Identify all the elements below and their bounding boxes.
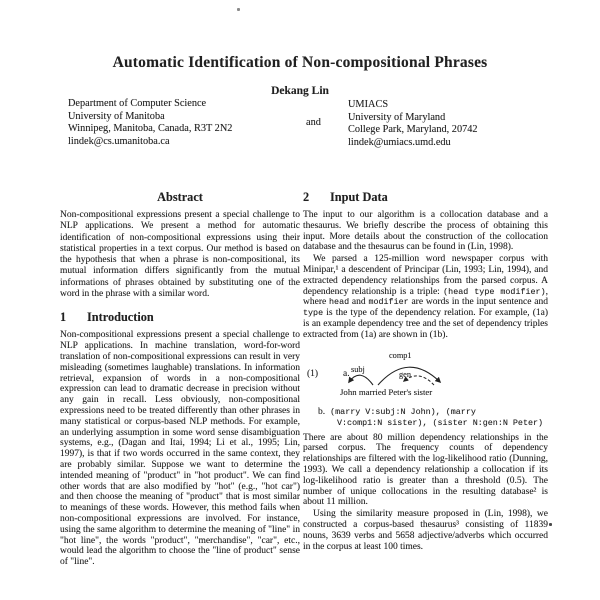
scan-artifact-dot — [237, 8, 240, 11]
section-1-number: 1 — [60, 310, 67, 325]
affiliation-right-email: lindek@umiacs.umd.edu — [348, 136, 451, 148]
section-2-title: Input Data — [330, 190, 388, 204]
affiliation-right-line: University of Maryland — [348, 111, 446, 123]
triple-notation: (head type modifier) — [443, 286, 546, 297]
left-column — [60, 190, 300, 568]
affiliation-right — [348, 99, 478, 149]
triple-notation: head — [329, 297, 350, 308]
paper-title: Automatic Identification of Non-compositional Phrases — [112, 54, 488, 71]
affiliation-right-line: College Park, Maryland, 20742 — [348, 124, 478, 136]
example-1b-label: b. — [318, 406, 326, 417]
dependency-tree-figure — [303, 345, 548, 405]
dependency-triples-line: V:comp1:N sister), (sister N:gen:N Peter) — [337, 418, 544, 429]
triple-notation: modifier — [368, 297, 409, 308]
affiliation-right-line: UMIACS — [348, 99, 389, 110]
abstract-heading: Abstract — [157, 190, 203, 204]
dependency-triples-line: (marry V:subj:N John), (marry — [330, 406, 476, 417]
section-1-heading — [60, 310, 300, 325]
section-2-heading — [303, 190, 548, 205]
example-1-label: (1) — [307, 368, 319, 379]
section-2-paragraph-2 — [303, 254, 548, 340]
section-2-paragraph-4: Using the similarity measure proposed in (Lin, 1998), we constructed a corpus-based thesaurus³ consisting of 11839 nouns, 3639 verbs and 5658 adjective/adverbs which occurred in the corpus at least 100 times. — [303, 509, 548, 552]
paragraph-run: is the type of the dependency relation. For example, (1a) is an example dependency tree and the set of dependency triples extracted from (1a) are shown in (1b). — [303, 308, 548, 340]
affiliation-left-line: University of Manitoba — [68, 110, 165, 122]
section-1-paragraph: Non-compositional expressions present a special challenge to NLP applications. In machine translation, word-for-word translation of non-compositional expressions can result in very misleading (sometimes laughable) translations. In information retrieval, expansion of words in a non-compositional expression can lead to dramatic decrease in precision without any gain in recall. Less obviously, non-compositional expressions need to be treated differently than other phrases in many statistical or corpus-based NLP methods. For example, an underlying assumption in some word sense disambiguation systems, e.g., (Dagan and Itai, 1994; Li et al., 1995; Lin, 1997), is that if two words occurred in the same context, they are probably similar. Suppose we want to determine the intended meaning of "product" in "hot product". We can find other words that are also modified by "hot" (e.g., "hot car") and then choose the meaning of "product" that is most similar to meanings of these words. However, this method fails when non-compositional expressions are involved. For instance, using the same algorithm to determine the meaning of "line" in "hot line", the words "product", "merchandise", "car", etc., would lead the algorithm to choose the "line of product" sense of "line". — [60, 330, 300, 568]
example-sentence: John married Peter's sister — [340, 386, 433, 397]
affiliation-left-line: Department of Computer Science — [68, 98, 207, 109]
paragraph-run: are words in the input sentence and — [408, 297, 548, 308]
paragraph-run: , where — [303, 286, 548, 308]
comp1-arc-label: comp1 — [389, 350, 412, 360]
dependency-tree-svg — [303, 345, 548, 405]
affiliation-left — [68, 98, 232, 148]
section-2-paragraph-1: The input to our algorithm is a collocation database and a thesaurus. We briefly describe the process of obtaining this input. More details about the construction of the collocation database and the thesaurus can be found in (Lin, 1998). — [303, 210, 548, 253]
subj-arc-label: subj — [351, 364, 365, 374]
abstract-text: Non-compositional expressions present a special challenge to NLP applications. We present a method for automatic identification of non-compositional expressions using their statistical properties in a text corpus. Our method is based on the hypothesis that when a phrase is non-compositional, its mutual information differs significantly from the mutual informations of phrases obtained by substituting one of the word in the phrase with a similar word. — [60, 210, 300, 300]
affiliation-left-line: Winnipeg, Manitoba, Canada, R3T 2N2 — [68, 123, 233, 135]
paragraph-run: and — [349, 297, 369, 308]
example-1b — [303, 407, 548, 430]
affiliation-conjunction: and — [306, 117, 321, 128]
scan-artifact-dot — [549, 523, 552, 526]
section-2-number: 2 — [303, 190, 310, 204]
author-name: Dekang Lin — [271, 85, 329, 97]
triple-notation: type — [303, 308, 324, 319]
subj-arc — [349, 375, 373, 385]
affiliation-left-email: lindek@cs.umanitoba.ca — [68, 135, 170, 147]
section-1-title: Introduction — [87, 310, 154, 325]
section-2-paragraph-3: There are about 80 million dependency relationships in the parsed corpus. The frequency counts of dependency relationships are filtered with the log-likelihood ratio (Dunning, 1993). We call a dependency relationship a collocation if its log-likelihood ratio is greater than a threshold (0.5). The number of unique collocations in the resulting database² is about 11 million. — [303, 432, 548, 508]
example-1a-label: a. — [343, 368, 350, 379]
right-column — [303, 190, 548, 552]
paragraph-run: We parsed a 125-million word newspaper corpus with Minipar,¹ a descendent of Principar (Lin, 1993; Lin, 1994), and extracted dependency relationships from the parsed corpus. A dependency relationship is a triple: — [303, 254, 548, 297]
gen-arc-label: gen — [399, 369, 411, 379]
